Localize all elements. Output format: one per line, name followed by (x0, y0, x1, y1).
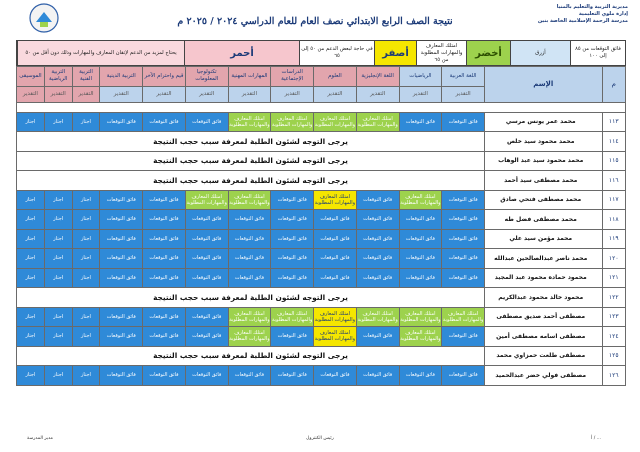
table-row (17, 268, 626, 288)
student-name: مصطفى طلعت حمزاوي محمد (484, 346, 602, 366)
legend-red-text: يحتاج لمزيد من الدعم لإتقان المعارف والمهارات وذلك دون أقل من ٥٠ (17, 41, 184, 65)
grade-cell: فائق التوقعات (185, 210, 228, 230)
column-subheader: التقدير (44, 86, 72, 102)
student-number: ١٢٠ (602, 249, 626, 269)
table-row (17, 210, 626, 230)
page-header (0, 0, 640, 40)
table-row (17, 249, 626, 269)
org-line: إدارة ملوي التعليمية (578, 11, 628, 17)
pass-cell: اجتاز (72, 268, 100, 288)
spacer-cell (17, 102, 626, 112)
grade-cell: فائق التوقعات (185, 327, 228, 347)
grade-cell: فائق التوقعات (442, 112, 485, 132)
grade-cell: فائق التوقعات (356, 249, 399, 269)
pass-cell: اجتاز (72, 210, 100, 230)
grade-cell: فائق التوقعات (314, 229, 357, 249)
grade-cell: فائق التوقعات (442, 327, 485, 347)
student-name: محمد مصطفى فتحي صادق (484, 190, 602, 210)
student-number: ١٢٥ (602, 346, 626, 366)
pass-cell: اجتاز (17, 249, 45, 269)
column-subheader: التقدير (442, 86, 485, 102)
grade-cell: فائق التوقعات (100, 112, 143, 132)
grade-cell: امتلك المعارف والمهارات المطلوبة (228, 190, 271, 210)
pass-cell: اجتاز (72, 307, 100, 327)
grade-cell: امتلك المعارف والمهارات المطلوبة (399, 190, 442, 210)
pass-cell: اجتاز (17, 229, 45, 249)
grade-cell: فائق التوقعات (399, 249, 442, 269)
column-subheader: التقدير (399, 86, 442, 102)
student-number: ١١٣ (602, 112, 626, 132)
grade-cell: فائق التوقعات (442, 268, 485, 288)
pass-cell: اجتاز (17, 327, 45, 347)
footer-right: أ / ... (591, 436, 601, 441)
school-logo-icon (28, 2, 60, 34)
grade-cell: فائق التوقعات (356, 229, 399, 249)
grade-cell: فائق التوقعات (399, 366, 442, 386)
grade-cell: فائق التوقعات (399, 229, 442, 249)
column-subheader: التقدير (314, 86, 357, 102)
student-name: محمود حماده محمود عبد المجيد (484, 268, 602, 288)
footer-left: مدير المدرسة (27, 436, 53, 441)
pass-cell: اجتاز (72, 229, 100, 249)
student-number: ١٢٢ (602, 288, 626, 308)
column-header-subject: التربية الدينية (100, 67, 143, 87)
pass-cell: اجتاز (44, 249, 72, 269)
grade-cell: امتلك المعارف والمهارات المطلوبة (356, 307, 399, 327)
grade-cell: فائق التوقعات (143, 327, 186, 347)
grade-cell: فائق التوقعات (399, 268, 442, 288)
withheld-result-message: يرجى التوجه لشئون الطلبة لمعرفة سبب حجب النتيجة (17, 171, 485, 191)
pass-cell: اجتاز (44, 327, 72, 347)
grade-cell: فائق التوقعات (185, 366, 228, 386)
grade-cell: فائق التوقعات (143, 366, 186, 386)
legend-blue-text: فائق التوقعات من ٨٥ إلى ١٠٠ (570, 41, 625, 65)
grade-cell: امتلك المعارف والمهارات المطلوبة (228, 112, 271, 132)
column-subheader: التقدير (100, 86, 143, 102)
pass-cell: اجتاز (17, 366, 45, 386)
student-name: محمد مؤمن سيد علي (484, 229, 602, 249)
student-name: محمود خالد محمود عبدالكريم (484, 288, 602, 308)
grade-cell: امتلك المعارف والمهارات المطلوبة (314, 327, 357, 347)
page-footer (0, 432, 640, 452)
grade-cell: فائق التوقعات (356, 268, 399, 288)
student-number: ١٢١ (602, 268, 626, 288)
withheld-result-message: يرجى التوجه لشئون الطلبة لمعرفة سبب حجب النتيجة (17, 132, 485, 152)
grade-cell: فائق التوقعات (271, 366, 314, 386)
grade-cell: فائق التوقعات (442, 249, 485, 269)
legend-green-text: امتلك المعارف والمهارات المطلوبة من ٦٥ (416, 41, 466, 65)
student-name: مصطفى فولي خضر عبدالحميد (484, 366, 602, 386)
grade-cell: فائق التوقعات (442, 366, 485, 386)
table-row (17, 190, 626, 210)
grade-cell: فائق التوقعات (100, 307, 143, 327)
footer-center: رئيس الكنترول (306, 436, 334, 441)
grade-cell: امتلك المعارف والمهارات المطلوبة (228, 307, 271, 327)
pass-cell: اجتاز (44, 112, 72, 132)
student-name: محمد ناصر عبدالصالحين عبدالله (484, 249, 602, 269)
grade-cell: فائق التوقعات (314, 366, 357, 386)
organization-info (538, 4, 628, 25)
column-header-subject: العلوم (314, 67, 357, 87)
pass-cell: اجتاز (44, 366, 72, 386)
grade-cell: فائق التوقعات (100, 327, 143, 347)
grade-cell: فائق التوقعات (185, 268, 228, 288)
grade-legend (16, 40, 626, 66)
student-name: محمد عمر يونس مرسي (484, 112, 602, 132)
column-subheader: التقدير (185, 86, 228, 102)
column-header-subject: المهارات المهنية (228, 67, 271, 87)
table-row (17, 171, 626, 191)
pass-cell: اجتاز (17, 210, 45, 230)
grade-cell: فائق التوقعات (100, 190, 143, 210)
grade-cell: فائق التوقعات (100, 366, 143, 386)
column-header-subject: التربية الفنية (72, 67, 100, 87)
student-number: ١٢٦ (602, 366, 626, 386)
withheld-result-message: يرجى التوجه لشئون الطلبة لمعرفة سبب حجب النتيجة (17, 288, 485, 308)
pass-cell: اجتاز (17, 307, 45, 327)
grade-cell: فائق التوقعات (399, 210, 442, 230)
grade-cell: امتلك المعارف والمهارات المطلوبة (271, 307, 314, 327)
grade-cell: فائق التوقعات (143, 268, 186, 288)
column-header-subject: الرياضيات (399, 67, 442, 87)
grade-cell: فائق التوقعات (399, 112, 442, 132)
column-header-num: م (602, 67, 626, 103)
grade-cell: فائق التوقعات (143, 210, 186, 230)
table-row (17, 132, 626, 152)
results-table (16, 66, 626, 386)
grade-cell: فائق التوقعات (100, 249, 143, 269)
table-row (17, 327, 626, 347)
grade-cell: فائق التوقعات (271, 327, 314, 347)
column-subheader: التقدير (271, 86, 314, 102)
table-row (17, 151, 626, 171)
pass-cell: اجتاز (17, 268, 45, 288)
grade-cell: امتلك المعارف والمهارات المطلوبة (185, 190, 228, 210)
column-header-subject: اللغة الإنجليزية (356, 67, 399, 87)
withheld-result-message: يرجى التوجه لشئون الطلبة لمعرفة سبب حجب النتيجة (17, 346, 485, 366)
page-title: نتيجة الصف الرابع الابتدائي نصف العام للعام الدراسي ٢٠٢٤ / ٢٠٢٥ م (177, 16, 453, 27)
grade-cell: فائق التوقعات (442, 229, 485, 249)
grade-cell: فائق التوقعات (185, 249, 228, 269)
grade-cell: فائق التوقعات (143, 307, 186, 327)
org-line: مدرسة الرحمة الإسلامية الخاصة بنين (537, 18, 628, 24)
pass-cell: اجتاز (17, 112, 45, 132)
student-name: مصطفى اسامه مصطفى أمين (484, 327, 602, 347)
table-row (17, 229, 626, 249)
student-number: ١١٧ (602, 190, 626, 210)
student-name: محمد مصطفى فضل طه (484, 210, 602, 230)
pass-cell: اجتاز (72, 112, 100, 132)
grade-cell: فائق التوقعات (100, 229, 143, 249)
grade-cell: فائق التوقعات (356, 327, 399, 347)
column-header-subject: التربية الرياضية (44, 67, 72, 87)
column-subheader: التقدير (228, 86, 271, 102)
student-number: ١١٥ (602, 151, 626, 171)
pass-cell: اجتاز (17, 190, 45, 210)
pass-cell: اجتاز (72, 249, 100, 269)
grade-cell: فائق التوقعات (228, 268, 271, 288)
pass-cell: اجتاز (44, 268, 72, 288)
column-header-name: الإسم (484, 67, 602, 103)
column-header-subject: الموسيقى (17, 67, 45, 87)
pass-cell: اجتاز (44, 307, 72, 327)
grade-cell: فائق التوقعات (228, 366, 271, 386)
table-row (17, 288, 626, 308)
grade-cell: فائق التوقعات (314, 210, 357, 230)
student-number: ١١٨ (602, 210, 626, 230)
withheld-result-message: يرجى التوجه لشئون الطلبة لمعرفة سبب حجب النتيجة (17, 151, 485, 171)
student-name: مصطفى أحمد صديق مصطفى (484, 307, 602, 327)
student-number: ١١٩ (602, 229, 626, 249)
grade-cell: امتلك المعارف والمهارات المطلوبة (356, 112, 399, 132)
legend-green-label: أخضر (466, 41, 510, 65)
legend-blue-label: أزرق (510, 41, 570, 65)
student-number: ١٢٣ (602, 307, 626, 327)
student-name: محمد مصطفى سيد أحمد (484, 171, 602, 191)
column-header-subject: تكنولوجيا المعلومات (185, 67, 228, 87)
grade-cell: امتلك المعارف والمهارات المطلوبة (228, 327, 271, 347)
grade-cell: امتلك المعارف والمهارات المطلوبة (399, 327, 442, 347)
grade-cell: فائق التوقعات (442, 190, 485, 210)
grade-cell: فائق التوقعات (143, 249, 186, 269)
column-subheader: التقدير (143, 86, 186, 102)
student-name: محمد محمود سيد خلص (484, 132, 602, 152)
row-spacer (17, 102, 626, 112)
pass-cell: اجتاز (44, 229, 72, 249)
column-subheader: التقدير (17, 86, 45, 102)
column-subheader: التقدير (356, 86, 399, 102)
grade-cell: فائق التوقعات (228, 249, 271, 269)
pass-cell: اجتاز (72, 190, 100, 210)
table-row (17, 366, 626, 386)
legend-yellow-text: في حاجة لبعض الدعم من ٥٠ إلى ٦٥ (299, 41, 374, 65)
grade-cell: فائق التوقعات (143, 112, 186, 132)
grade-cell: فائق التوقعات (185, 112, 228, 132)
student-number: ١١٤ (602, 132, 626, 152)
grade-cell: فائق التوقعات (228, 229, 271, 249)
grade-cell: فائق التوقعات (185, 307, 228, 327)
student-name: محمد محمود سيد عبد الوهاب (484, 151, 602, 171)
grade-cell: فائق التوقعات (314, 268, 357, 288)
grade-cell: فائق التوقعات (356, 210, 399, 230)
grade-cell: فائق التوقعات (356, 366, 399, 386)
legend-red-label: أحمر (184, 41, 299, 65)
grade-cell: فائق التوقعات (143, 229, 186, 249)
grade-cell: فائق التوقعات (228, 210, 271, 230)
grade-cell: فائق التوقعات (314, 249, 357, 269)
grade-cell: فائق التوقعات (271, 190, 314, 210)
grade-cell: فائق التوقعات (271, 249, 314, 269)
grade-cell: فائق التوقعات (185, 229, 228, 249)
grade-cell: فائق التوقعات (100, 268, 143, 288)
table-row (17, 346, 626, 366)
pass-cell: اجتاز (72, 327, 100, 347)
grade-cell: امتلك المعارف والمهارات المطلوبة (442, 307, 485, 327)
table-row (17, 112, 626, 132)
column-header-subject: قيم واحترام الآخر (143, 67, 186, 87)
grade-cell: امتلك المعارف والمهارات المطلوبة (399, 307, 442, 327)
grade-cell: فائق التوقعات (271, 229, 314, 249)
grade-cell: فائق التوقعات (271, 210, 314, 230)
column-header-subject: اللغة العربية (442, 67, 485, 87)
column-subheader: التقدير (72, 86, 100, 102)
grade-cell: فائق التوقعات (100, 210, 143, 230)
table-row (17, 307, 626, 327)
legend-yellow-label: أصفر (374, 41, 416, 65)
grade-cell: امتلك المعارف والمهارات المطلوبة (271, 112, 314, 132)
org-line: مديرية التربية والتعليم بالمنيا (556, 4, 628, 10)
grade-cell: فائق التوقعات (356, 190, 399, 210)
pass-cell: اجتاز (44, 210, 72, 230)
grade-cell: امتلك المعارف والمهارات المطلوبة (314, 190, 357, 210)
column-header-subject: الدراسات الإجتماعية (271, 67, 314, 87)
pass-cell: اجتاز (44, 190, 72, 210)
student-number: ١٢٤ (602, 327, 626, 347)
grade-cell: فائق التوقعات (143, 190, 186, 210)
student-number: ١١٦ (602, 171, 626, 191)
grade-cell: فائق التوقعات (271, 268, 314, 288)
pass-cell: اجتاز (72, 366, 100, 386)
header-row (17, 67, 626, 87)
grade-cell: امتلك المعارف والمهارات المطلوبة (314, 307, 357, 327)
grade-cell: امتلك المعارف والمهارات المطلوبة (314, 112, 357, 132)
grade-cell: فائق التوقعات (442, 210, 485, 230)
